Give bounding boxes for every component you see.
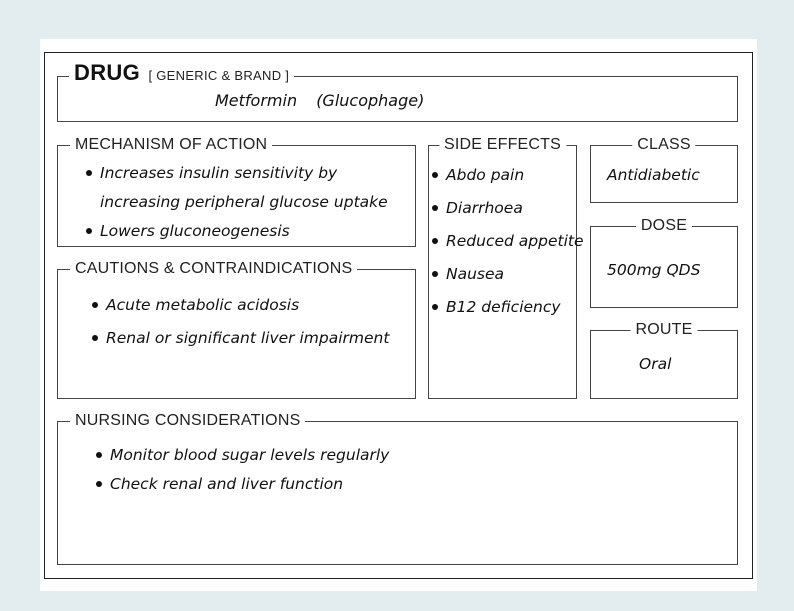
side-effect-item: Nausea <box>432 263 584 285</box>
class-box <box>590 136 738 203</box>
mechanism-box <box>57 136 416 247</box>
side-effects-title: SIDE EFFECTS <box>439 135 566 155</box>
drug-brand-name: (Glucophage) <box>316 91 425 110</box>
route-title: ROUTE <box>631 320 698 340</box>
class-title: CLASS <box>632 135 695 155</box>
drug-heading: DRUG <box>74 60 140 85</box>
cautions-box <box>57 260 416 399</box>
drug-title <box>69 60 294 86</box>
cautions-title: CAUTIONS & CONTRAINDICATIONS <box>70 259 357 279</box>
mechanism-item: Increases insulin sensitivity by <box>100 164 338 182</box>
mechanism-item: Lowers gluconeogenesis <box>100 222 290 240</box>
drug-subheading: [ GENERIC & BRAND ] <box>148 68 290 83</box>
side-effect-item: Abdo pain <box>432 164 584 186</box>
nursing-item: Check renal and liver function <box>96 473 389 495</box>
drug-card <box>44 52 753 579</box>
caution-item: Acute metabolic acidosis <box>92 294 389 316</box>
nursing-title: NURSING CONSIDERATIONS <box>70 411 305 431</box>
dose-title: DOSE <box>636 216 692 236</box>
drug-card-page <box>40 39 757 591</box>
mechanism-title: MECHANISM OF ACTION <box>70 135 272 155</box>
route-value: Oral <box>639 355 672 373</box>
dose-box <box>590 217 738 308</box>
side-effect-item: B12 deficiency <box>432 296 584 318</box>
side-effect-item: Diarrhoea <box>432 197 584 219</box>
side-effect-item: Reduced appetite <box>432 230 584 252</box>
mechanism-item-continuation: increasing peripheral glucose uptake <box>100 193 388 211</box>
dose-value: 500mg QDS <box>607 261 701 279</box>
caution-item: Renal or significant liver impairment <box>92 327 389 349</box>
nursing-item: Monitor blood sugar levels regularly <box>96 444 389 466</box>
route-box <box>590 321 738 399</box>
class-value: Antidiabetic <box>607 166 700 184</box>
nursing-box <box>57 412 738 565</box>
drug-generic-name: Metformin <box>215 91 298 110</box>
side-effects-box <box>428 136 584 399</box>
drug-name-box <box>57 60 738 122</box>
